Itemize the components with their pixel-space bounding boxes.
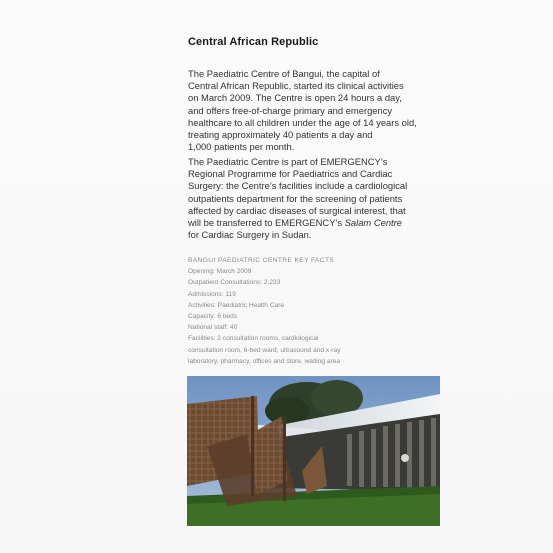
centre-photo <box>187 376 440 526</box>
text-line: Regional Programme for Paediatrics and Cardiac <box>188 168 393 180</box>
text-line: and offers free-of-charge primary and emergency <box>188 104 393 116</box>
text-line: Surgery: the Centre’s facilities include a cardiological <box>188 180 408 192</box>
courtyard-illustration <box>187 376 440 526</box>
salam-centre-name: Salam Centre <box>344 217 402 229</box>
key-fact-line: consultation room, 6-bed ward, ultrasound and x-ray <box>188 346 341 354</box>
text-line: The Paediatric Centre of Bangui, the capital of <box>188 68 380 79</box>
text-line: on March 2009. The Centre is open 24 hours a day, <box>188 92 402 104</box>
text-line <box>188 217 450 229</box>
key-fact-line: National staff: 40 <box>188 324 238 332</box>
key-fact-line: Opening: March 2009 <box>188 268 252 276</box>
text-line: for Cardiac Surgery in Sudan. <box>188 229 312 241</box>
key-fact-line: Capacity: 6 beds <box>188 313 238 321</box>
text-line: 1,000 patients per month. <box>188 141 295 153</box>
text-line: outpatients department for the screening of patients <box>188 192 403 204</box>
key-facts-box <box>188 255 398 367</box>
text-fragment: will be transferred to EMERGENCY’s <box>188 217 343 229</box>
key-fact-line: laboratory, pharmacy, offices and store, waiting area <box>188 357 341 365</box>
key-fact-line: Outpatient Consultations: 2,233 <box>188 279 281 287</box>
paragraph-programme <box>188 156 450 241</box>
text-line: healthcare to all children under the age of 14 years old, <box>188 116 417 128</box>
key-fact-line: Facilities: 2 consultation rooms, cardiological <box>188 335 319 343</box>
key-facts-title: BANGUI PAEDIATRIC CENTRE KEY FACTS <box>188 257 335 264</box>
key-fact-line: Admissions: 119 <box>188 290 236 298</box>
text-line: The Paediatric Centre is part of EMERGENCY’s <box>188 156 388 167</box>
wall-light <box>401 454 409 462</box>
text-line: affected by cardiac diseases of surgical interest, that <box>188 204 406 216</box>
section-heading: Central African Republic <box>188 36 319 48</box>
text-line: treating approximately 40 patients a day and <box>188 129 373 141</box>
text-line: Central African Republic, started its clinical activities <box>188 80 404 92</box>
paragraph-intro <box>188 68 450 153</box>
key-fact-line: Activities: Paediatric Health Care <box>188 301 285 309</box>
